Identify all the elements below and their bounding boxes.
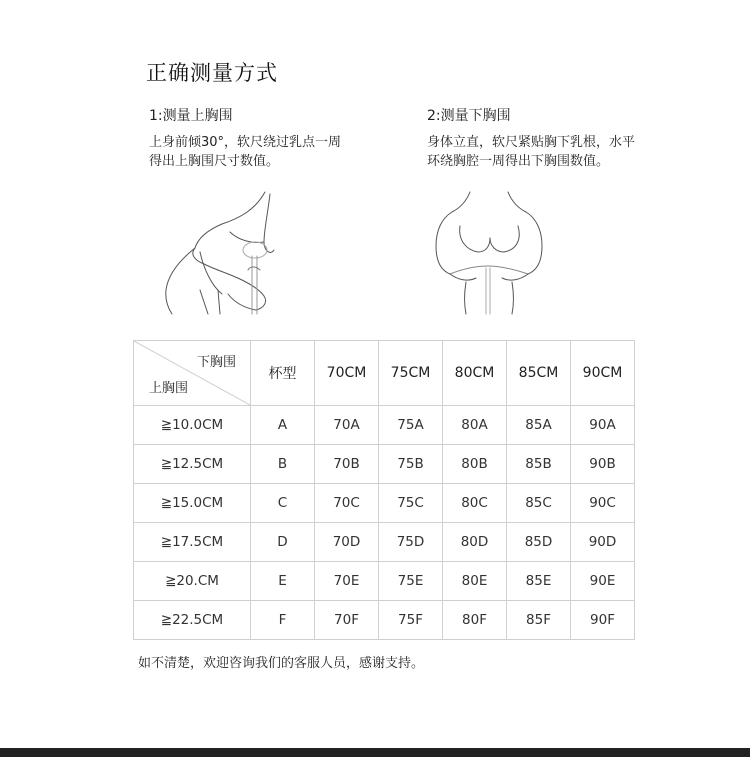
step2-title: 2:测量下胸围 bbox=[427, 108, 511, 124]
upper-bust-illustration bbox=[160, 190, 290, 319]
size-chart-table bbox=[133, 340, 635, 640]
table-row bbox=[134, 523, 635, 562]
size-cell: 75D bbox=[379, 523, 443, 562]
cup-cell: C bbox=[251, 484, 315, 523]
size-header-80: 80CM bbox=[443, 341, 507, 406]
size-cell: 90A bbox=[571, 406, 635, 445]
size-cell: 80B bbox=[443, 445, 507, 484]
table-header-row bbox=[134, 341, 635, 406]
cup-cell: F bbox=[251, 601, 315, 640]
table-row bbox=[134, 601, 635, 640]
size-cell: 80D bbox=[443, 523, 507, 562]
size-cell: 85B bbox=[507, 445, 571, 484]
cup-cell: D bbox=[251, 523, 315, 562]
size-cell: 75C bbox=[379, 484, 443, 523]
size-cell: 70F bbox=[315, 601, 379, 640]
size-cell: 90B bbox=[571, 445, 635, 484]
upper-bust-label: 上胸围 bbox=[149, 381, 189, 396]
size-cell: 90F bbox=[571, 601, 635, 640]
size-header-70: 70CM bbox=[315, 341, 379, 406]
bust-diff-cell: ≧10.0CM bbox=[134, 406, 251, 445]
size-cell: 70A bbox=[315, 406, 379, 445]
size-cell: 90C bbox=[571, 484, 635, 523]
size-header-75: 75CM bbox=[379, 341, 443, 406]
step2-description bbox=[427, 133, 667, 171]
size-cell: 85C bbox=[507, 484, 571, 523]
size-cell: 75E bbox=[379, 562, 443, 601]
size-header-90: 90CM bbox=[571, 341, 635, 406]
size-cell: 90D bbox=[571, 523, 635, 562]
cup-cell: B bbox=[251, 445, 315, 484]
cup-cell: E bbox=[251, 562, 315, 601]
size-cell: 80E bbox=[443, 562, 507, 601]
size-cell: 85A bbox=[507, 406, 571, 445]
bust-diff-cell: ≧17.5CM bbox=[134, 523, 251, 562]
size-cell: 80A bbox=[443, 406, 507, 445]
size-cell: 85D bbox=[507, 523, 571, 562]
under-bust-illustration bbox=[430, 190, 550, 319]
cup-header: 杯型 bbox=[251, 341, 315, 406]
bust-diff-cell: ≧20.CM bbox=[134, 562, 251, 601]
table-row bbox=[134, 406, 635, 445]
page-title: 正确测量方式 bbox=[146, 61, 278, 85]
under-bust-label: 下胸围 bbox=[196, 355, 236, 370]
size-cell: 80C bbox=[443, 484, 507, 523]
size-cell: 70D bbox=[315, 523, 379, 562]
size-cell: 70C bbox=[315, 484, 379, 523]
table-row bbox=[134, 445, 635, 484]
step1-line-1: 上身前倾30°，软尺绕过乳点一周 bbox=[149, 135, 342, 150]
size-cell: 85E bbox=[507, 562, 571, 601]
bust-diff-cell: ≧22.5CM bbox=[134, 601, 251, 640]
table-row bbox=[134, 562, 635, 601]
size-cell: 75A bbox=[379, 406, 443, 445]
size-cell: 75B bbox=[379, 445, 443, 484]
footer-note: 如不清楚，欢迎咨询我们的客服人员，感谢支持。 bbox=[138, 656, 425, 671]
bust-diff-cell: ≧15.0CM bbox=[134, 484, 251, 523]
size-cell: 70B bbox=[315, 445, 379, 484]
size-cell: 70E bbox=[315, 562, 379, 601]
step2-line-1: 身体立直，软尺紧贴胸下乳根，水平 bbox=[427, 135, 636, 150]
corner-header-cell bbox=[134, 341, 251, 406]
cup-cell: A bbox=[251, 406, 315, 445]
size-cell: 80F bbox=[443, 601, 507, 640]
bottom-divider bbox=[0, 748, 750, 757]
size-cell: 75F bbox=[379, 601, 443, 640]
size-header-85: 85CM bbox=[507, 341, 571, 406]
step1-description bbox=[149, 133, 389, 171]
step1-title: 1:测量上胸围 bbox=[149, 108, 233, 124]
table-row bbox=[134, 484, 635, 523]
size-cell: 90E bbox=[571, 562, 635, 601]
step1-line-2: 得出上胸围尺寸数值。 bbox=[149, 154, 280, 169]
step2-line-2: 环绕胸腔一周得出下胸围数值。 bbox=[427, 154, 610, 169]
size-cell: 85F bbox=[507, 601, 571, 640]
bust-diff-cell: ≧12.5CM bbox=[134, 445, 251, 484]
